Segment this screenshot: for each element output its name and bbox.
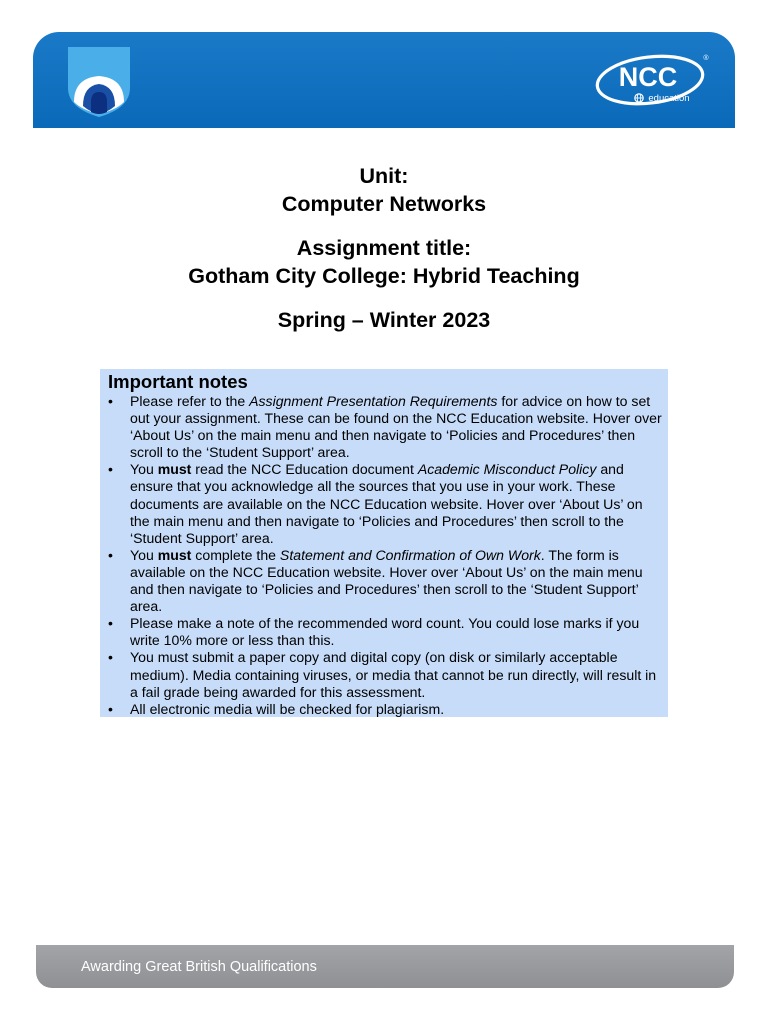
unit-label: Unit: xyxy=(359,164,409,188)
college-crest-icon xyxy=(66,46,132,118)
unit-name: Computer Networks xyxy=(281,192,487,216)
assignment-label: Assignment title: xyxy=(296,236,472,260)
bullet-icon: • xyxy=(108,546,113,563)
footer-tagline: Awarding Great British Qualifications xyxy=(81,959,317,975)
bullet-icon: • xyxy=(108,615,113,632)
note-item: • You must submit a paper copy and digital copy (on disk or similarly acceptable medium). Media containing viruses, or media that cannot be run directly, will result in a fail grade being awarded for this assessment. xyxy=(108,649,657,700)
assignment-name: Gotham City College: Hybrid Teaching xyxy=(188,264,580,288)
term-label: Spring – Winter 2023 xyxy=(277,308,491,332)
note-item: • All electronic media will be checked for plagiarism. xyxy=(108,700,445,717)
important-notes-list xyxy=(100,393,668,718)
ncc-education-logo xyxy=(592,48,714,114)
logo-sub-text: education xyxy=(648,93,690,104)
bullet-icon: • xyxy=(108,393,113,409)
bullet-icon: • xyxy=(108,700,113,717)
title-block xyxy=(0,162,768,350)
note-item: • You must complete the Statement and Confirmation of Own Work. The form is available on the NCC Education website. Hover over ‘About Us’ on the main menu and then navigate to ‘Policies and Procedures’ then scroll to the ‘Student Support’ area. xyxy=(108,546,643,615)
bullet-icon: • xyxy=(108,649,113,666)
bullet-icon: • xyxy=(108,461,113,478)
important-notes-heading: Important notes xyxy=(108,371,248,392)
logo-brand-text: NCC xyxy=(618,62,678,92)
important-notes-box xyxy=(100,369,668,717)
registered-mark: ® xyxy=(703,55,709,62)
note-item: • Please refer to the Assignment Presentation Requirements for advice on how to set out your assignment. These can be found on the NCC Education website. Hover over ‘About Us’ on the main menu and then navigate to ‘Policies and Procedures’ then scroll to the ‘Student Support’ area. xyxy=(108,393,662,461)
note-item: • Please make a note of the recommended word count. You could lose marks if you write 10% more or less than this. xyxy=(108,615,640,649)
note-item: • You must read the NCC Education document Academic Misconduct Policy and ensure that you acknowledge all the sources that you use in your work. These documents are available on the NCC Education website. Hover over ‘About Us’ on the main menu and then navigate to ‘Policies and Procedures’ then scroll to the ‘Student Support’ area. xyxy=(108,461,643,546)
footer-banner xyxy=(36,945,734,988)
